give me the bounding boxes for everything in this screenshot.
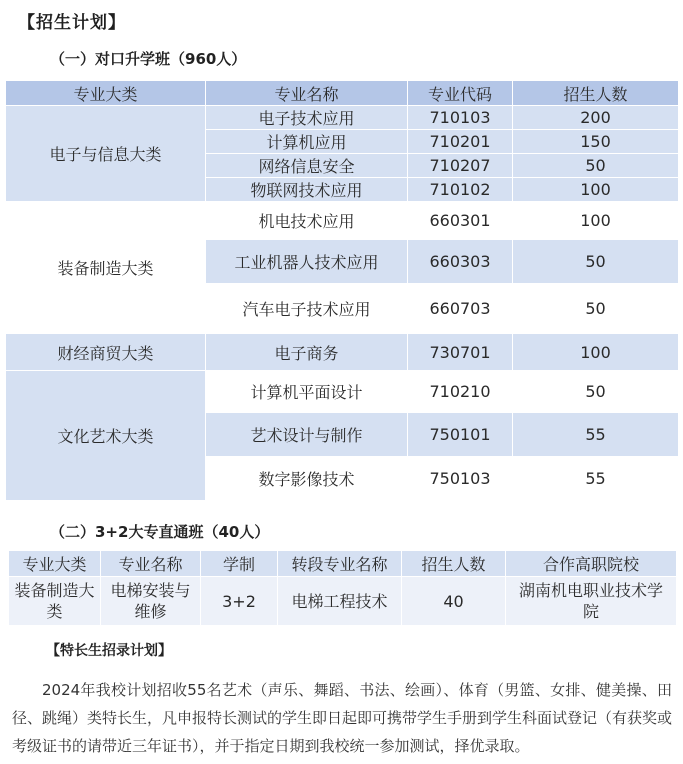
enrollment-cell: 50 xyxy=(513,371,679,413)
major-code-cell: 710103 xyxy=(408,106,513,130)
enrollment-cell: 100 xyxy=(513,202,679,240)
enrollment-cell: 150 xyxy=(513,130,679,154)
table-header-row xyxy=(9,551,677,577)
special-plan-heading: 【特长生招录计划】 xyxy=(46,643,172,659)
major-name-cell: 工业机器人技术应用 xyxy=(206,240,408,284)
major-name-cell: 计算机平面设计 xyxy=(206,371,408,413)
enrollment-cell: 200 xyxy=(513,106,679,130)
plan-heading: 【招生计划】 xyxy=(18,13,126,33)
table-row xyxy=(9,577,677,626)
section2-title: （二）3+2大专直通班（40人） xyxy=(50,523,270,541)
header-major-name: 专业名称 xyxy=(101,551,201,577)
category-cell: 文化艺术大类 xyxy=(6,371,206,501)
partner-college-cell: 湖南机电职业技术学院 xyxy=(506,577,677,626)
duration-cell: 3+2 xyxy=(201,577,278,626)
major-name-cell: 网络信息安全 xyxy=(206,154,408,178)
major-code-cell: 660303 xyxy=(408,240,513,284)
enrollment-cell: 50 xyxy=(513,284,679,334)
major-code-cell: 730701 xyxy=(408,334,513,371)
major-code-cell: 710201 xyxy=(408,130,513,154)
enrollment-cell: 100 xyxy=(513,334,679,371)
major-name-cell: 物联网技术应用 xyxy=(206,178,408,202)
enrollment-cell: 50 xyxy=(513,154,679,178)
enrollment-cell: 50 xyxy=(513,240,679,284)
header-partner-college: 合作高职院校 xyxy=(506,551,677,577)
enrollment-cell: 55 xyxy=(513,413,679,457)
major-name-cell: 电子技术应用 xyxy=(206,106,408,130)
transfer-major-cell: 电梯工程技术 xyxy=(278,577,402,626)
header-transfer-major: 转段专业名称 xyxy=(278,551,402,577)
major-name-cell: 电梯安装与维修 xyxy=(101,577,201,626)
major-code-cell: 750101 xyxy=(408,413,513,457)
category-cell: 电子与信息大类 xyxy=(6,106,206,202)
enrollment-table xyxy=(5,80,679,501)
major-name-cell: 汽车电子技术应用 xyxy=(206,284,408,334)
table-row xyxy=(6,334,679,371)
major-code-cell: 660301 xyxy=(408,202,513,240)
section1-title: （一）对口升学班（960人） xyxy=(50,50,247,68)
header-enrollment: 招生人数 xyxy=(513,81,679,106)
table-header-row xyxy=(6,81,679,106)
header-category: 专业大类 xyxy=(6,81,206,106)
major-code-cell: 660703 xyxy=(408,284,513,334)
major-code-cell: 710207 xyxy=(408,154,513,178)
header-category: 专业大类 xyxy=(9,551,101,577)
major-code-cell: 710102 xyxy=(408,178,513,202)
major-name-cell: 机电技术应用 xyxy=(206,202,408,240)
category-cell: 装备制造大类 xyxy=(9,577,101,626)
header-major-code: 专业代码 xyxy=(408,81,513,106)
major-name-cell: 电子商务 xyxy=(206,334,408,371)
header-duration: 学制 xyxy=(201,551,278,577)
table-row xyxy=(6,202,679,240)
special-plan-paragraph: 2024年我校计划招收55名艺术（声乐、舞蹈、书法、绘画）、体育（男篮、女排、健美操、田径、跳绳）类特长生，凡申报特长测试的学生即日起即可携带学生手册到学生科面试登记（有获奖或考级证书的请带近三年证书），并于指定日期到我校统一参加测试，择优录取。 xyxy=(12,681,673,755)
major-name-cell: 计算机应用 xyxy=(206,130,408,154)
table-row xyxy=(6,371,679,413)
category-cell: 财经商贸大类 xyxy=(6,334,206,371)
major-code-cell: 710210 xyxy=(408,371,513,413)
major-name-cell: 数字影像技术 xyxy=(206,457,408,501)
header-enrollment: 招生人数 xyxy=(402,551,506,577)
header-major-name: 专业名称 xyxy=(206,81,408,106)
enrollment-cell: 100 xyxy=(513,178,679,202)
table-row xyxy=(6,106,679,130)
direct-program-table xyxy=(8,550,677,626)
enrollment-cell: 55 xyxy=(513,457,679,501)
major-name-cell: 艺术设计与制作 xyxy=(206,413,408,457)
major-code-cell: 750103 xyxy=(408,457,513,501)
category-cell: 装备制造大类 xyxy=(6,202,206,334)
enrollment-cell: 40 xyxy=(402,577,506,626)
